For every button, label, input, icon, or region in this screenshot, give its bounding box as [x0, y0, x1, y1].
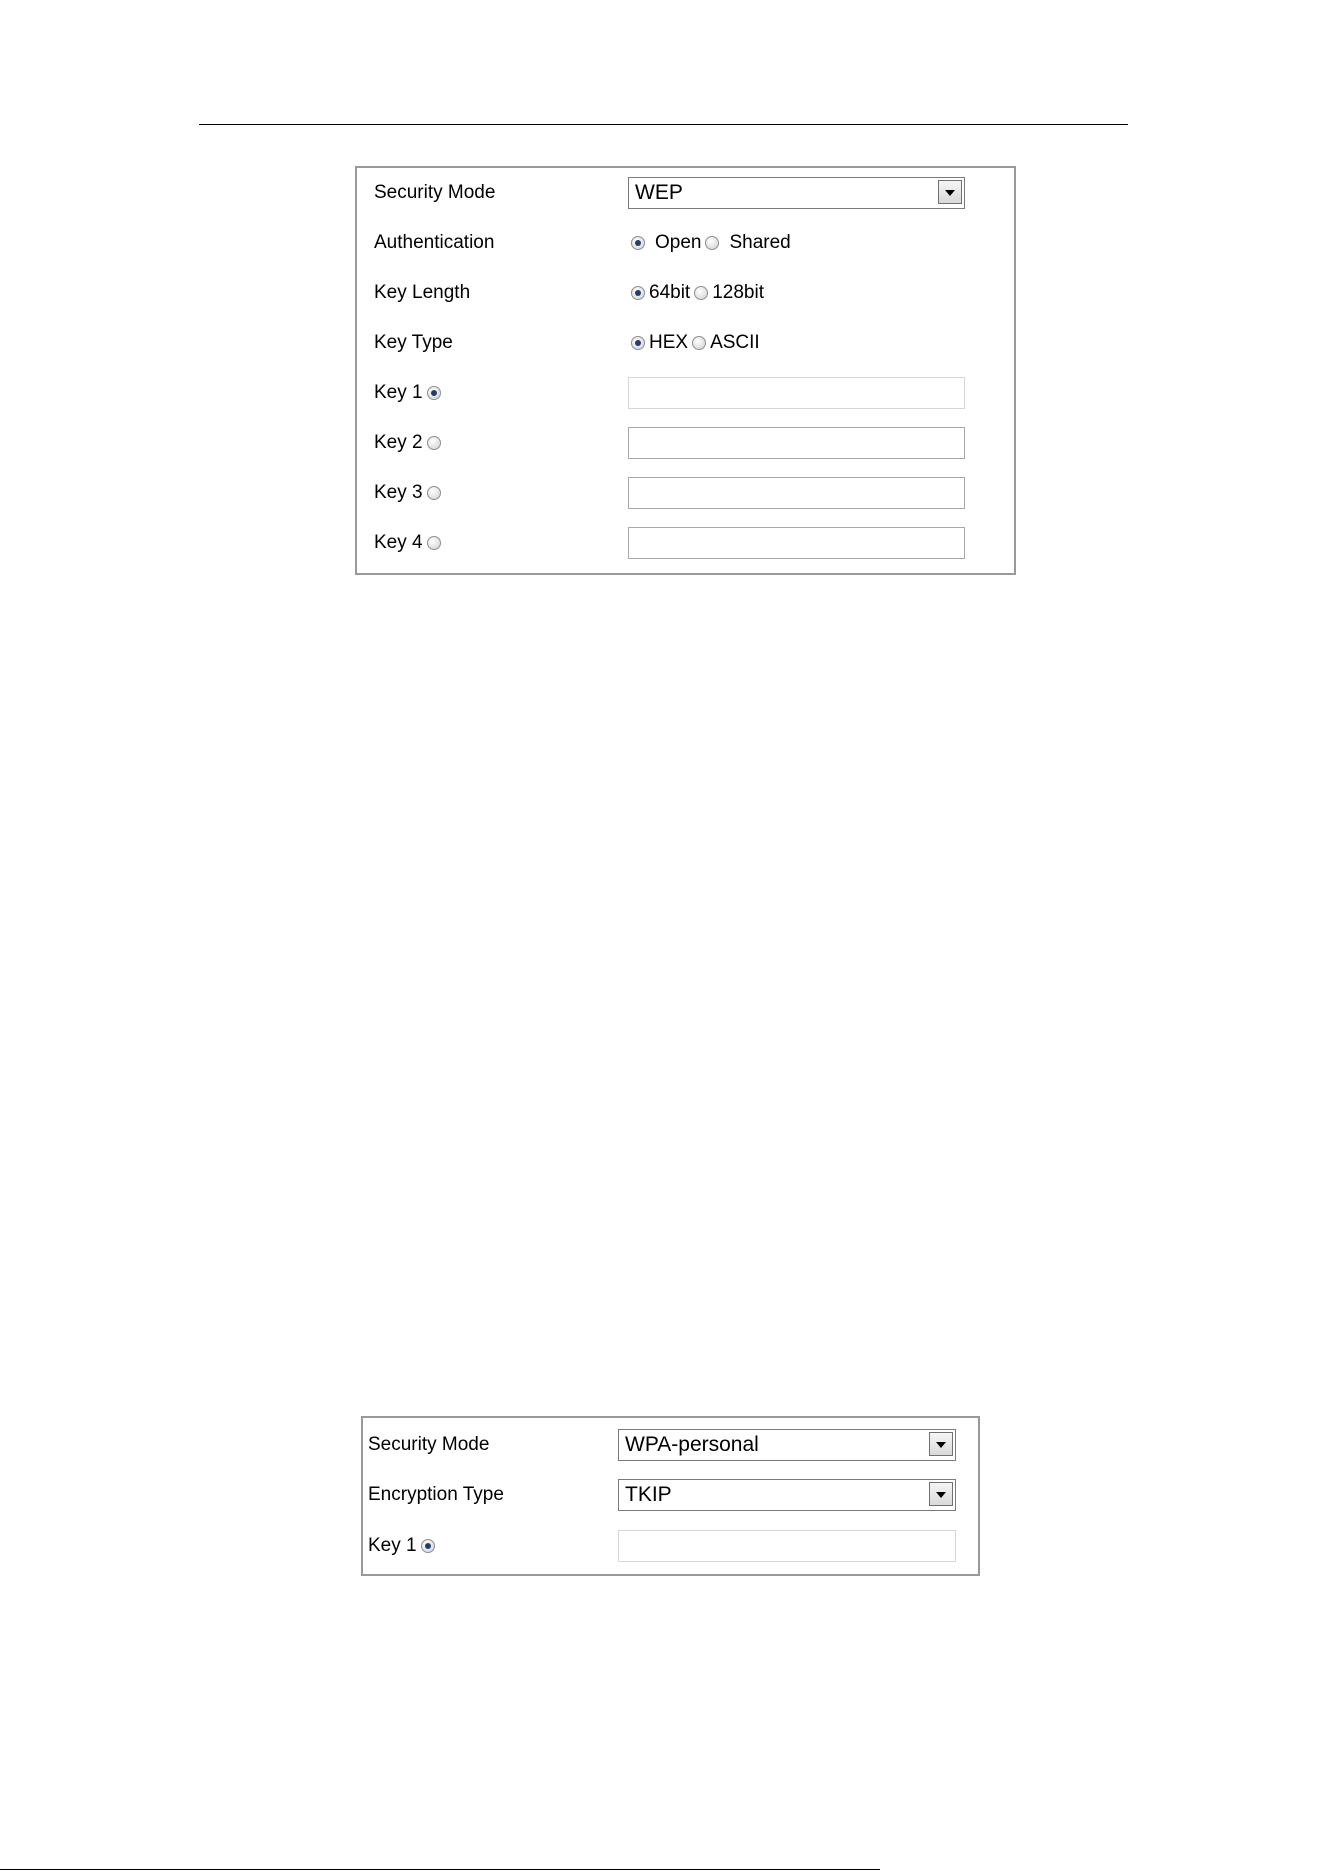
wpa-key1-row — [363, 1529, 978, 1563]
security-mode-value: WEP — [635, 181, 683, 204]
auth-shared-label: Shared — [729, 232, 791, 253]
key-length-64-radio[interactable] — [631, 286, 645, 300]
security-mode-label: Security Mode — [374, 182, 496, 203]
authentication-row — [357, 226, 1014, 260]
key4-radio[interactable] — [427, 536, 441, 550]
key4-input[interactable] — [628, 527, 965, 559]
key1-label: Key 1 — [374, 376, 445, 410]
key2-radio[interactable] — [427, 436, 441, 450]
key-length-row — [357, 276, 1014, 310]
security-mode-select[interactable] — [628, 177, 965, 209]
encryption-type-label: Encryption Type — [368, 1484, 504, 1505]
key2-row — [357, 426, 1014, 460]
encryption-type-value: TKIP — [625, 1483, 672, 1506]
key-length-options — [627, 276, 764, 310]
key2-input[interactable] — [628, 427, 965, 459]
wpa-key1-input[interactable] — [618, 1530, 956, 1562]
footer-rule — [0, 1869, 880, 1870]
wpa-key1-label: Key 1 — [368, 1529, 439, 1563]
key-type-ascii-radio[interactable] — [692, 336, 706, 350]
key1-input[interactable] — [628, 377, 965, 409]
key4-row — [357, 526, 1014, 560]
key1-radio[interactable] — [427, 386, 441, 400]
wpa-security-mode-label: Security Mode — [368, 1434, 490, 1455]
key-type-ascii-label: ASCII — [710, 332, 760, 353]
key-type-row — [357, 326, 1014, 360]
security-mode-row — [357, 176, 1014, 210]
auth-open-radio[interactable] — [631, 236, 645, 250]
chevron-down-icon[interactable] — [938, 180, 962, 204]
wep-settings-panel — [355, 166, 1016, 575]
encryption-type-select[interactable] — [618, 1479, 956, 1511]
key4-label: Key 4 — [374, 526, 445, 560]
auth-open-label: Open — [655, 232, 702, 253]
wpa-security-mode-value: WPA-personal — [625, 1433, 759, 1456]
wpa-settings-panel — [361, 1416, 980, 1576]
chevron-down-icon[interactable] — [929, 1482, 953, 1506]
wpa-security-mode-select[interactable] — [618, 1429, 956, 1461]
key3-radio[interactable] — [427, 486, 441, 500]
wpa-security-mode-row — [363, 1428, 978, 1462]
key3-label: Key 3 — [374, 476, 445, 510]
authentication-options — [627, 226, 791, 260]
key-type-options — [627, 326, 760, 360]
key-type-hex-label: HEX — [649, 332, 689, 353]
key-length-128-radio[interactable] — [694, 286, 708, 300]
key-type-hex-radio[interactable] — [631, 336, 645, 350]
key-type-label: Key Type — [374, 332, 453, 353]
wpa-key1-radio[interactable] — [421, 1539, 435, 1553]
key3-input[interactable] — [628, 477, 965, 509]
key2-label: Key 2 — [374, 426, 445, 460]
key-length-128-label: 128bit — [712, 282, 764, 303]
auth-shared-radio[interactable] — [705, 236, 719, 250]
key1-row — [357, 376, 1014, 410]
key-length-label: Key Length — [374, 282, 471, 303]
chevron-down-icon[interactable] — [929, 1432, 953, 1456]
encryption-type-row — [363, 1478, 978, 1512]
key-length-64-label: 64bit — [649, 282, 691, 303]
authentication-label: Authentication — [374, 232, 495, 253]
header-rule — [199, 124, 1128, 125]
key3-row — [357, 476, 1014, 510]
